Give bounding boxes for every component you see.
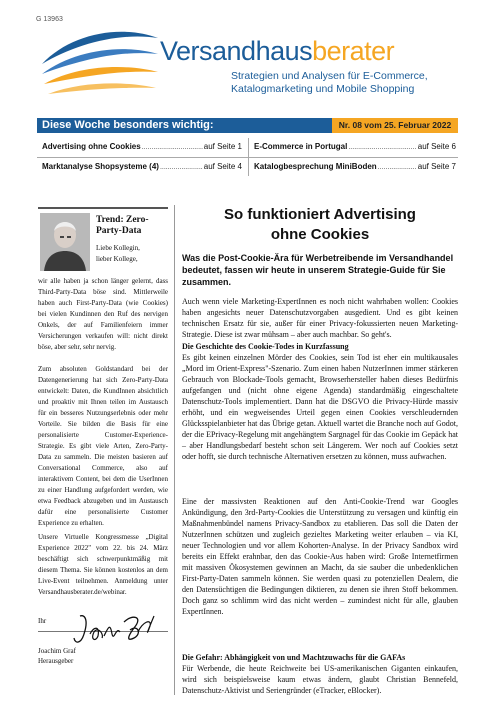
sidebar-top-rule xyxy=(38,207,168,209)
sidebar-paragraph: Zum absoluten Goldstandard bei der Datengenerierung hat sich Zero-Party-Data entwickelt: Daten, die KundInnen absichtlich und proaktiv mit Ihnen teilen im Austausch für ein besseres Nutzungserlebnis oder mehr Vorteile. Sie bilden die Basis für eine personalisierte Customer-Experience-Strategie. Es gibt viele Arten, Zero-Party-Data zu sammeln. Die meisten basieren auf Conversational Commerce, also auf interaktivem Content, bei dem die UserInnen zu einer Handlung aufgefordert werden, wie etwa Feedback abzugeben und im Austausch dafür eine personalisierte Customer Experience zu erhalten. xyxy=(38,365,168,527)
sidebar-paragraph: wir alle haben ja schon länger gelernt, dass Third-Party-Data böse sind. Mittlerweile haben auch First-Party-Data (wie Cookies) bei vielen Kundinnen den Ruf des nervigen Onkels, der auf Familienfeiern immer Versicherungen verkaufen will: nicht direkt böse, aber sehr, sehr nervig. xyxy=(38,277,168,351)
article-title-line-1: So funktioniert Advertising xyxy=(224,206,416,223)
toc-title: Katalogbesprechung MiniBoden xyxy=(254,162,377,171)
toc-leader xyxy=(160,164,203,171)
toc-page: auf Seite 4 xyxy=(203,162,242,171)
highlights-heading: Diese Woche besonders wichtig: xyxy=(42,119,214,131)
issue-number: Nr. 08 vom 25. Februar 2022 xyxy=(332,118,458,133)
toc-title: Marktanalyse Shopsysteme (4) xyxy=(42,162,159,171)
sidebar-title: Trend: Zero-Party-Data xyxy=(96,215,149,236)
brand-swoosh-logo xyxy=(40,24,160,106)
toc-item[interactable] xyxy=(254,162,456,171)
article-paragraph: Auch wenn viele Marketing-ExpertInnen es noch nicht wahrhaben wollen: Cookies haben angesichts neuer Datenschutzvorgaben ausgedient. Und es gibt keinen technischen Ersatz für sie, außer für einer Privacy-fokussierten neuen Marketing-Strategie. Diese ist zwar mühsam – aber auch machbar. So geht's. xyxy=(182,297,458,339)
toc-item[interactable] xyxy=(254,142,456,151)
tagline-line-2: Katalogmarketing und Mobile Shopping xyxy=(231,83,415,95)
signature-image xyxy=(72,612,157,650)
toc-item[interactable] xyxy=(42,142,242,151)
section-heading: Die Gefahr: Abhängigkeit von und Machtzuwachs für die GAFAs xyxy=(182,653,406,662)
greeting-line-1: Liebe Kollegin, xyxy=(96,244,140,252)
sign-off: Ihr xyxy=(38,617,47,625)
signature-block xyxy=(38,646,76,666)
section-heading: Die Geschichte des Cookie-Todes in Kurzfassung xyxy=(182,342,349,351)
sidebar-greeting xyxy=(96,243,168,265)
issn-code: G 13963 xyxy=(36,16,63,23)
tagline-line-1: Strategien und Analysen für E-Commerce, xyxy=(231,70,428,82)
toc-leader xyxy=(378,164,417,171)
toc-column-divider xyxy=(248,138,249,176)
toc-leader xyxy=(142,144,203,151)
article-title-line-2: ohne Cookies xyxy=(270,226,370,243)
toc-item[interactable] xyxy=(42,162,242,171)
author-name: Joachim Graf xyxy=(38,647,76,655)
brand-part-2: berater xyxy=(312,36,395,66)
toc-title: E-Commerce in Portugal xyxy=(254,142,348,151)
toc-title: Advertising ohne Cookies xyxy=(42,142,141,151)
toc-page: auf Seite 6 xyxy=(417,142,456,151)
brand-title xyxy=(160,36,394,67)
article-paragraph: Es gibt keinen einzelnen Mörder des Cookies, sein Tod ist eher ein multikausales „Mord im Orient-Express"-Szenario. Zum einen haben NutzerInnen immer stärkeren Gebrauch von Blockade-Tools gemacht, Browserhersteller haben dieses Bedürfnis aufgefangen und (nicht ohne eigene Agenda) standardmäßig eingeschaltete Datenschutz-Tools implementiert. Dann hat die DSGVO die Privacy-Hürde massiv erhöht, und ein wegweisendes Urteil gegen einen Cookies verschleudernden Glücksspielanbieter hat das Übrige getan. Aktuell wartet die Branche noch auf Godot, der die EPrivacy-Regelung mit angehängtem Sargnagel für das Cookie im Gepäck hat – aber Handlungsbedarf besteht schon seit Längerem. Wer noch auf Cookies setzt oder hofft, sie durch technische Alternativen ersetzen zu können, muss aufwachen. xyxy=(182,353,458,461)
article-lead: Was die Post-Cookie-Ära für Werbetreibende im Versandhandel bedeutet, fassen wir heute in unserem Strategie-Guide für Sie zusammen. xyxy=(182,253,454,287)
greeting-line-2: lieber Kollege, xyxy=(96,255,138,263)
article-paragraph: Für Werbende, die heute Reichweite bei US-amerikanischen Giganten einkaufen, wird sich beispielsweise kaum etwas ändern, glaubt Christian Bennefeld, Datenschutz-Aktivist und Seriengründer (eTracker, eBlocker). xyxy=(182,664,458,695)
article-title xyxy=(182,205,458,245)
column-divider xyxy=(174,205,175,695)
toc-leader xyxy=(348,144,416,151)
sidebar-paragraph: Unsere Virtuelle Kongressmesse „Digital Experience 2022" vom 22. bis 24. März beschäftigt sich schwerpunktmäßig mit diesem Thema. Sie können kostenlos an dem Live-Event teilnehmen. Anmeldung unter Versandhausberater.de/webinar. xyxy=(38,533,168,596)
toc-page: auf Seite 1 xyxy=(203,142,242,151)
portrait-image xyxy=(40,213,90,271)
toc-page: auf Seite 7 xyxy=(417,162,456,171)
tagline xyxy=(231,70,471,96)
brand-part-1: Versandhaus xyxy=(160,36,313,66)
article-paragraph: Eine der massivsten Reaktionen auf den Anti-Cookie-Trend war Googles Ankündigung, den 3rd-Party-Cookies die Unterstützung zu versagen und künftig ein Maßnahmenbündel namens Privacy-Sandbox zu etablieren. Das soll die Daten der NutzerInnen schützen und zugleich gezieltes Marketing weiter erlauben – via KI, neuer Technologien und vor allem Kohorten-Analyse. In der Privacy Sandbox wird bereits ein Effekt erahnbar, den das Cookie-Aus haben wird: Große Internetfirmen mit massiven Ökosystemen gewinnen an Macht, da sie sauber die unbedenklichen First-Party-Daten sammeln können. Sie werden quasi zu potenziellen Dealern, die den Datensüchtigen die Bedingungen diktieren, zu denen sie ihren Stoff bekommen. Doch ganz so schlimm wird das nicht werden – zumindest nicht für alle, glauben ExpertInnen. xyxy=(182,497,458,616)
author-role: Herausgeber xyxy=(38,657,74,665)
author-photo xyxy=(40,213,90,271)
